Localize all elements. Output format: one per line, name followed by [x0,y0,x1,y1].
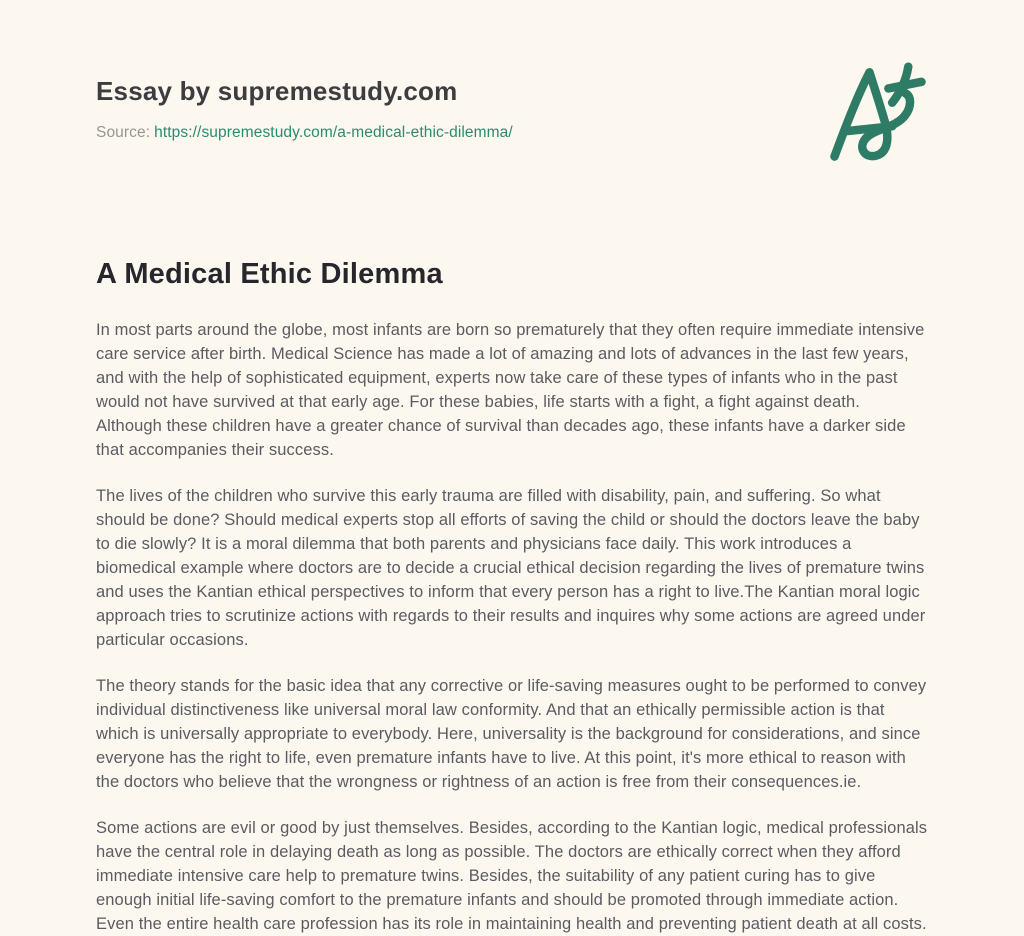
a-plus-logo-icon [826,58,930,170]
page-header [96,76,928,142]
source-label: Source: [96,124,151,142]
article-paragraph: The lives of the children who survive this early trauma are filled with disability, pain, and suffering. So what should be done? Should medical experts stop all efforts of saving the child or should the doctors leave the baby to die slowly? It is a moral dilemma that both parents and physicians face daily. This work introduces a biomedical example where doctors are to decide a crucial ethical decision regarding the lives of premature twins and uses the Kantian ethical perspectives to inform that every person has a right to live.The Kantian moral logic approach tries to scrutinize actions with regards to their results and inquires why some actions are agreed under particular occasions. [96,487,926,650]
article-paragraph: In most parts around the globe, most infants are born so prematurely that they often require immediate intensive care service after birth. Medical Science has made a lot of amazing and lots of advances in the last few years, and with the help of sophisticated equipment, experts now take care of these types of infants who in the past would not have survived at that early age. For these babies, life starts with a fight, a fight against death. Although these children have a greater chance of survival than decades ago, these infants have a darker side that accompanies their success. [96,321,925,460]
article-paragraph: Some actions are evil or good by just themselves. Besides, according to the Kantian logic, medical professionals have the central role in delaying death as long as possible. The doctors are ethically correct when they afford immediate intensive care help to premature twins. Besides, the suitability of any patient curing has to give enough initial life-saving comfort to the premature infants and should be promoted through immediate action. Even the entire health care profession has its role in maintaining health and preventing patient death at all costs. [96,819,928,934]
article-body [96,318,928,936]
article-title: A Medical Ethic Dilemma [96,258,443,291]
source-link[interactable]: https://supremestudy.com/a-medical-ethic-dilemma/ [154,124,513,142]
article-paragraph: The theory stands for the basic idea that any corrective or life-saving measures ought to be performed to convey individual distinctiveness like universal moral law conformity. And that an ethically permissible action is that which is universally appropriate to everybody. Here, universality is the background for considerations, and since everyone has the right to life, even premature infants have to live. At this point, it's more ethical to reason with the doctors who believe that the wrongness or rightness of an action is free from their consequences.ie. [96,677,927,792]
source-line [96,124,928,142]
essay-by-heading: Essay by supremestudy.com [96,76,458,106]
